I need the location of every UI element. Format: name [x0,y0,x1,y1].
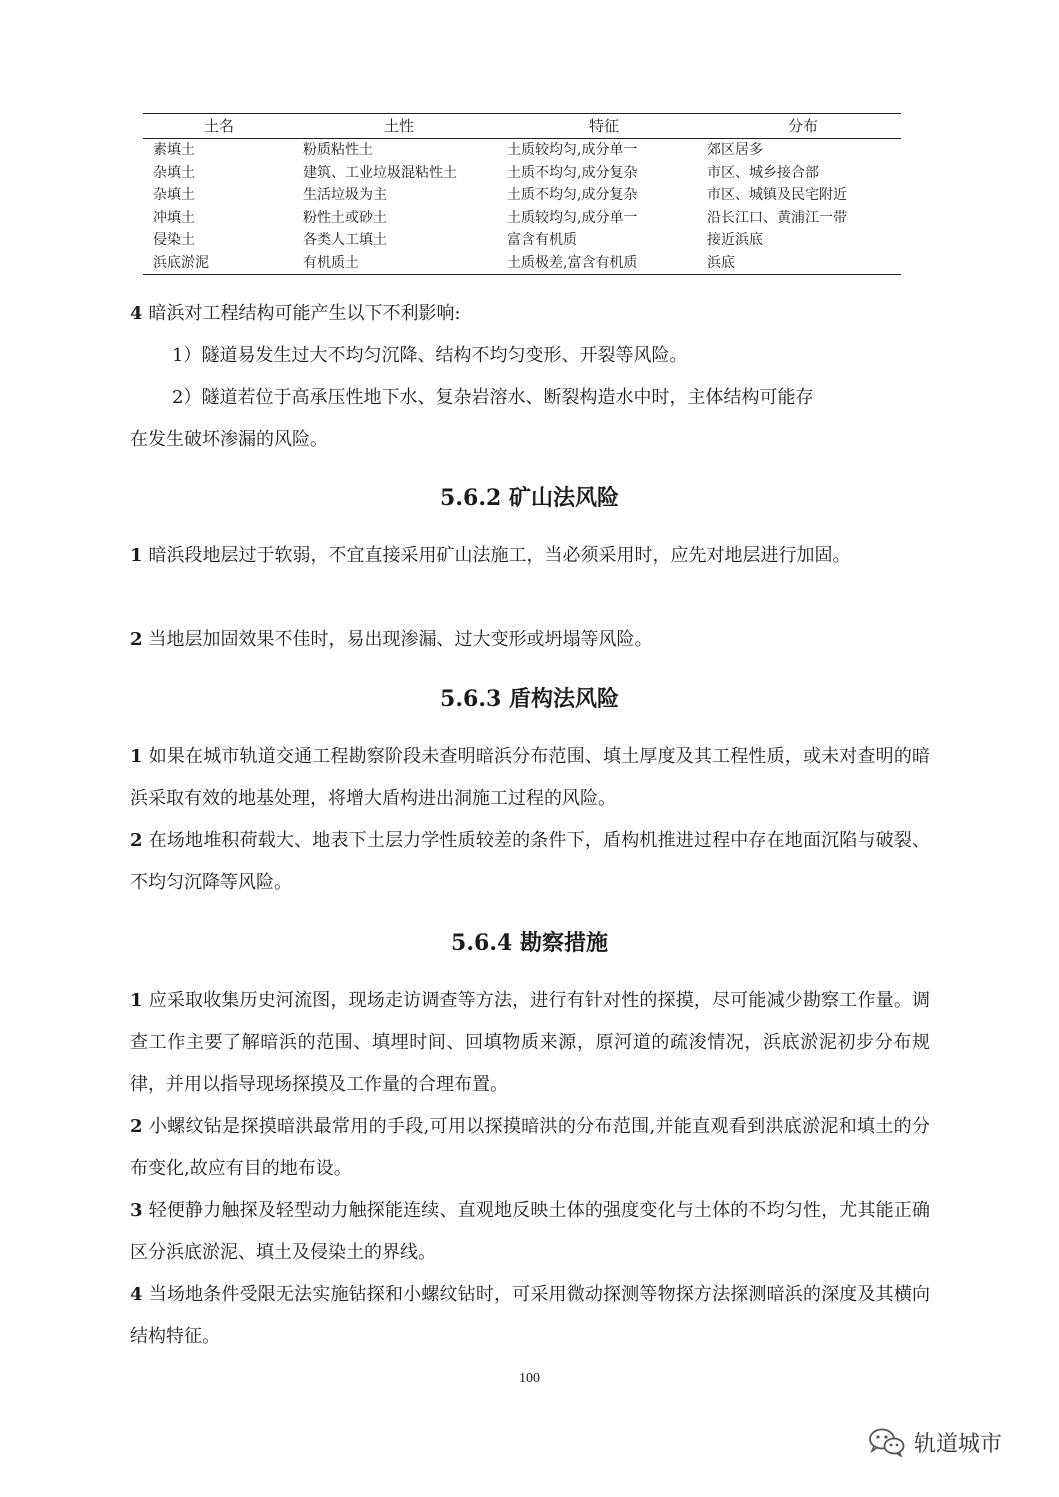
table-cell: 土质较均匀,成分单一 [507,142,638,158]
table-cell: 素填土 [153,142,195,158]
watermark-text: 轨道城市 [914,1431,1003,1457]
paragraph-564-1 [130,980,930,1106]
table-cell: 冲填土 [153,209,195,226]
paragraph-text: 轻便静力触探及轻型动力触探能连续、直观地反映土体的强度变化与土体的不均匀性，尤其能正确区分浜底淤泥、填土及侵染土的界线。 [130,1200,930,1263]
table-cell: 土质较均匀,成分单一 [507,209,638,226]
paragraph-text: 在发生破坏渗漏的风险。 [130,429,328,450]
table-cell: 土质不均匀,成分复杂 [507,164,638,181]
section-heading-564: 5.6.4 勘察措施 [451,930,608,956]
paragraph-text: 当场地条件受限无法实施钻探和小螺纹钻时，可采用微动探测等物探方法探测暗浜的深度及其横向结构特征。 [130,1284,930,1347]
table-cell: 生活垃圾为主 [303,187,387,203]
paragraph-562-1 [130,535,930,577]
table-cell: 杂填土 [153,164,195,181]
paragraph-number: 1 [130,545,143,566]
page-number: 100 [519,1371,540,1386]
paragraph-number: 4 [130,1284,143,1305]
wechat-watermark [868,1425,1002,1459]
paragraph-563-2 [130,820,930,904]
table-cell: 郊区居多 [707,142,763,158]
impact-item-2-continued [130,419,930,461]
table-header-row [143,114,901,139]
table-row [143,184,901,207]
section-heading-563: 5.6.3 盾构法风险 [440,686,619,712]
paragraph-564-3 [130,1190,930,1274]
paragraph-number: 3 [130,1200,143,1221]
table-cell: 侵染土 [153,232,195,248]
paragraph-text: 2）隧道若位于高承压性地下水、复杂岩溶水、断裂构造水中时，主体结构可能存 [172,387,814,408]
paragraph-text: 小螺纹钻是探摸暗洪最常用的手段,可用以探摸暗洪的分布范围,并能直观看到洪底淤泥和填土的分布变化,故应有目的地布设。 [130,1116,930,1179]
paragraph-564-4 [130,1274,930,1358]
table-cell: 接近浜底 [707,232,763,248]
table-cell: 浜底 [707,254,735,271]
paragraph-text: 暗浜对工程结构可能产生以下不利影响: [148,303,461,324]
wechat-icon [868,1427,906,1457]
table-cell: 粉性土或砂土 [303,209,387,226]
table-header-cell: 土性 [383,116,414,135]
table-cell: 土质不均匀,成分复杂 [507,187,638,203]
table-cell: 浜底淤泥 [153,254,209,271]
paragraph-564-2 [130,1106,930,1190]
soil-classification-table [143,113,901,275]
table-cell: 富含有机质 [507,232,577,248]
paragraph-text: 应采取收集历史河流图，现场走访调查等方法，进行有针对性的探摸，尽可能减少勘察工作量。调查工作主要了解暗浜的范围、填埋时间、回填物质来源，原河道的疏浚情况，浜底淤泥初步分布规律，并用以指导现场探摸及工作量的合理布置。 [130,990,930,1095]
paragraph-number: 4 [130,303,143,324]
table-row [143,229,901,252]
paragraph-text: 1）隧道易发生过大不均匀沉降、结构不均匀变形、开裂等风险。 [172,345,688,366]
table-cell: 市区、城乡接合部 [707,164,819,181]
table-cell: 各类人工填土 [303,232,387,248]
paragraph-text: 在场地堆积荷载大、地表下土层力学性质较差的条件下，盾构机推进过程中存在地面沉陷与破裂、不均匀沉降等风险。 [130,830,930,893]
impact-item-2 [172,377,930,419]
paragraph-text: 如果在城市轨道交通工程勘察阶段未查明暗浜分布范围、填土厚度及其工程性质，或未对查明的暗浜采取有效的地基处理，将增大盾构进出洞施工过程的风险。 [130,746,930,809]
paragraph-number: 2 [130,1116,143,1137]
paragraph-563-1 [130,736,930,820]
table-cell: 市区、城镇及民宅附近 [707,187,847,203]
paragraph-impact-intro [130,293,930,335]
table-cell: 建筑、工业垃圾混粘性土 [303,164,457,181]
table-cell: 杂填土 [153,187,195,203]
table-cell: 土质极差,富含有机质 [507,254,638,271]
paragraph-text: 暗浜段地层过于软弱，不宜直接采用矿山法施工，当必须采用时，应先对地层进行加固。 [148,545,851,566]
paragraph-number: 1 [130,746,143,767]
table-cell: 有机质土 [303,254,359,271]
table-header-cell: 特征 [588,116,619,135]
paragraph-number: 2 [130,629,143,650]
table-row [143,207,901,230]
table-header-cell: 分布 [787,116,818,135]
paragraph-number: 2 [130,830,143,851]
table-row [143,252,901,275]
table-header-cell: 土名 [203,116,234,135]
table-cell: 粉质粘性土 [303,142,373,158]
paragraph-number: 1 [130,990,143,1011]
table-row [143,162,901,185]
table-cell: 沿长江口、黄浦江一带 [707,209,847,226]
paragraph-562-2 [130,619,930,661]
impact-item-1 [172,335,930,377]
paragraph-text: 当地层加固效果不佳时，易出现渗漏、过大变形或坍塌等风险。 [148,629,653,650]
table-row [143,139,901,162]
section-heading-562: 5.6.2 矿山法风险 [440,485,619,511]
